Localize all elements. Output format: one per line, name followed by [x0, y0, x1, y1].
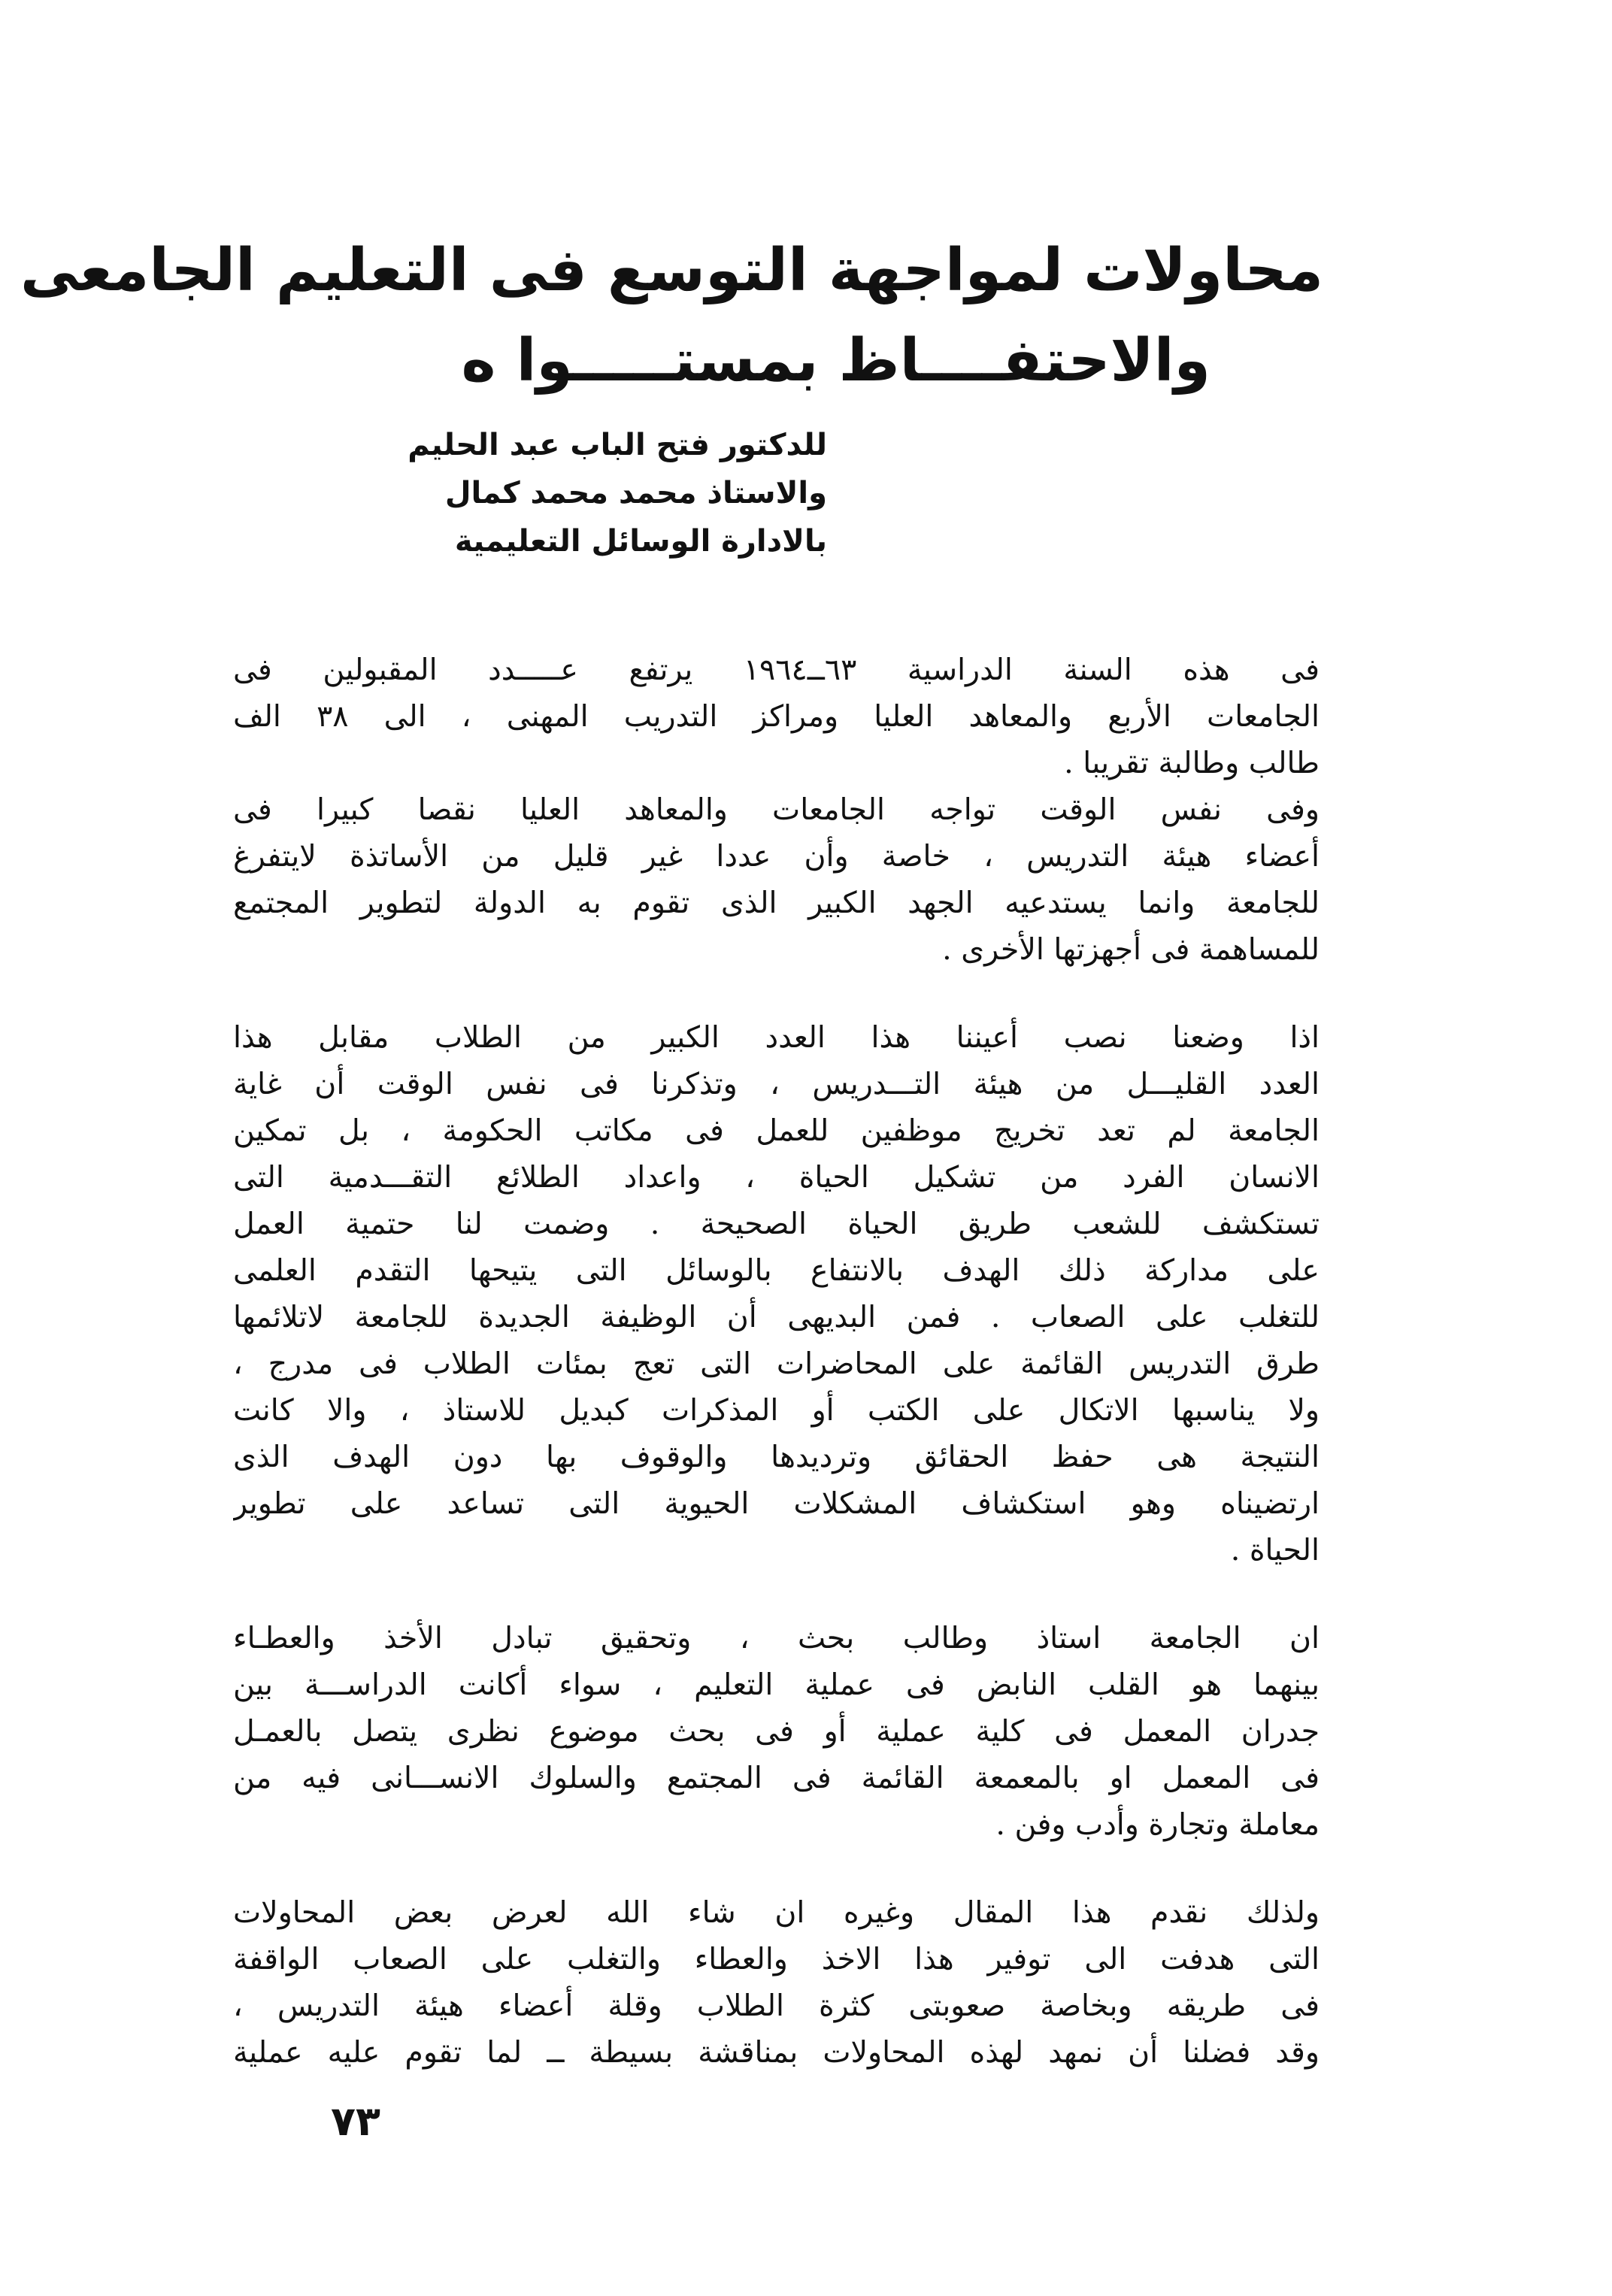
- text-line: الانسان الفرد من تشكيل الحياة ، واعداد الطلائع التقـــدمية التى: [233, 1160, 1320, 1195]
- text-line: فى طريقه وبخاصة صعوبتى كثرة الطلاب وقلة أعضاء هيئة التدريس ،: [233, 1989, 1320, 2023]
- page-number: ٧٣: [331, 2098, 380, 2145]
- text-line: فى هذه السنة الدراسية ٦٣ــ١٩٦٤ يرتفع عـــــدد المقبولين فى: [233, 653, 1320, 687]
- title-line-2: والاحتفــــاظ بمستـــــوا ه: [461, 327, 1211, 395]
- text-line: العدد القليـــل من هيئة التـــدريس ، وتذكرنا فى نفس الوقت أن غاية: [233, 1067, 1320, 1101]
- article-body: [233, 647, 1320, 2076]
- text-line: أعضاء هيئة التدريس ، خاصة وأن عددا غير قليل من الأساتذة لايتفرغ: [233, 839, 1320, 874]
- text-line: ولا يناسبها الاتكال على الكتب أو المذكرات كبديل للاستاذ ، والا كانت: [233, 1393, 1320, 1428]
- text-line: الجامعات الأربع والمعاهد العليا ومراكز التدريب المهنى ، الى ٣٨ الف: [233, 699, 1320, 734]
- text-line: اذا وضعنا نصب أعيننا هذا العدد الكبير من الطلاب مقابل هذا: [233, 1020, 1320, 1055]
- text-line: بينهما هو القلب النابض فى عملية التعليم ، سواء أكانت الدراســـة بين: [233, 1667, 1320, 1702]
- author-block: [376, 421, 827, 565]
- author-line-1: للدكتور فتح الباب عبد الحليم: [408, 428, 827, 462]
- text-line: للجامعة وانما يستدعيه الجهد الكبير الذى تقوم به الدولة لتطوير المجتمع: [233, 886, 1320, 920]
- text-line: الجامعة لم تعد تخريج موظفين للعمل فى مكاتب الحكومة ، بل تمكين: [233, 1113, 1320, 1148]
- text-line: طرق التدريس القائمة على المحاضرات التى تعج بمئات الطلاب فى مدرج ،: [233, 1346, 1320, 1381]
- text-line: التى هدفت الى توفير هذا الاخذ والعطاء والتغلب على الصعاب الواقفة: [233, 1942, 1320, 1976]
- text-line: للتغلب على الصعاب . فمن البديهى أن الوظيفة الجديدة للجامعة لاتلائمها: [233, 1300, 1320, 1334]
- text-line: وقد فضلنا أن نمهد لهذه المحاولات بمناقشة بسيطة ــ لما تقوم عليه عملية: [233, 2035, 1320, 2070]
- paragraph-1: [233, 647, 1320, 786]
- text-line: تستكشف للشعب طريق الحياة الصحيحة . وضمت لنا حتمية العمل: [233, 1207, 1320, 1241]
- author-affiliation: بالادارة الوسائل التعليمية: [454, 524, 827, 559]
- text-line: للمساهمة فى أجهزتها الأخرى .: [942, 932, 1320, 967]
- text-line: فى المعمل او بالمعمعة القائمة فى المجتمع والسلوك الانســـانى فيه من: [233, 1761, 1320, 1795]
- text-line: ان الجامعة استاذ وطالب بحث ، وتحقيق تبادل الأخذ والعطـاء: [233, 1621, 1320, 1655]
- text-line: جدران المعمل فى كلية عملية أو فى بحث موضوع نظرى يتصل بالعمـل: [233, 1714, 1320, 1749]
- title-line-1: محاولات لمواجهة التوسع فى التعليم الجامعى: [20, 237, 1323, 304]
- paragraph-4: [233, 1615, 1320, 1848]
- article-title: [20, 226, 1323, 406]
- text-line: وفى نفس الوقت تواجه الجامعات والمعاهد العليا نقصا كبيرا فى: [233, 792, 1320, 827]
- text-line: طالب وطالبة تقريبا .: [1064, 746, 1320, 780]
- text-line: ولذلك نقدم هذا المقال وغيره ان شاء الله لعرض بعض المحاولات: [233, 1895, 1320, 1930]
- text-line: الحياة .: [1230, 1533, 1320, 1568]
- text-line: على مداركة ذلك الهدف بالانتفاع بالوسائل التى يتيحها التقدم العلمى: [233, 1253, 1320, 1288]
- paragraph-2: [233, 786, 1320, 973]
- text-line: ارتضيناه وهو استكشاف المشكلات الحيوية التى تساعد على تطوير: [233, 1486, 1320, 1521]
- text-line: معاملة وتجارة وأدب وفن .: [995, 1807, 1320, 1842]
- text-line: النتيجة هى حفظ الحقائق وترديدها والوقوف بها دون الهدف الذى: [233, 1440, 1320, 1474]
- paragraph-5: [233, 1889, 1320, 2076]
- author-line-2: والاستاذ محمد محمد كمال: [444, 476, 827, 510]
- paragraph-3: [233, 1014, 1320, 1574]
